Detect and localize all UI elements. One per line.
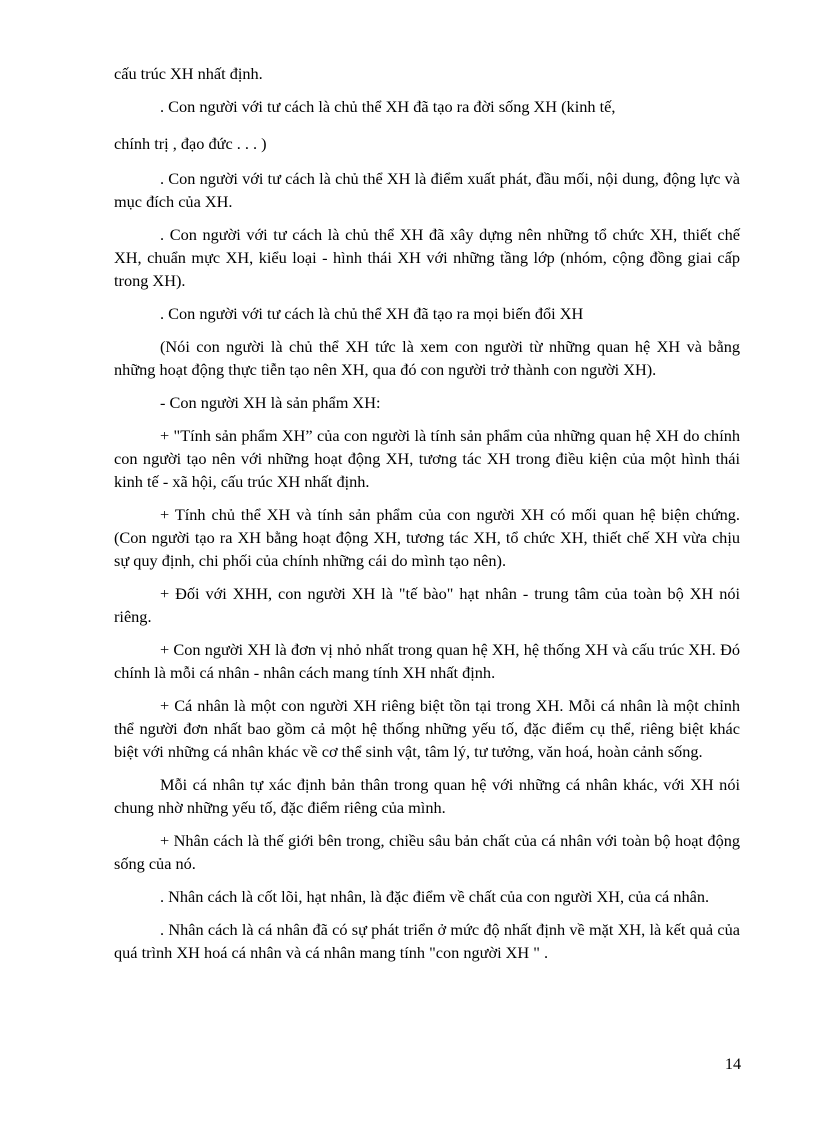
paragraph: - Con người XH là sản phẩm XH: [160, 393, 381, 412]
paragraph: Mỗi cá nhân tự xác định bản thân trong quan hệ với những cá nhân khác, với XH nói chung nhờ những yếu tố, đặc điểm riêng của mình. [114, 775, 740, 817]
paragraph: . Con người với tư cách là chủ thể XH đã tạo ra đời sống XH (kinh tế, [160, 97, 616, 116]
paragraph: + Tính chủ thể XH và tính sản phẩm của con người XH có mối quan hệ biện chứng. (Con người tạo ra XH bằng hoạt động XH, tương tác XH, tổ chức XH, thiết chế XH vừa chịu sự quy định, chi phối của chính những cái do mình tạo nên). [114, 505, 740, 570]
page-number: 14 [724, 1054, 742, 1073]
paragraph: . Con người với tư cách là chủ thể XH đã xây dựng nên những tổ chức XH, thiết chế XH, chuẩn mực XH, kiểu loại - hình thái XH với những tầng lớp (nhóm, cộng đồng giai cấp trong XH). [114, 225, 740, 290]
paragraph: + Nhân cách là thế giới bên trong, chiều sâu bản chất của cá nhân với toàn bộ hoạt động sống của nó. [114, 831, 740, 873]
page-body [114, 62, 740, 974]
paragraph: . Nhân cách là cá nhân đã có sự phát triển ở mức độ nhất định về mặt XH, là kết quả của quá trình XH hoá cá nhân và cá nhân mang tính "con người XH " . [114, 920, 740, 962]
paragraph: . Con người với tư cách là chủ thể XH là điểm xuất phát, đầu mối, nội dung, động lực và mục đích của XH. [114, 169, 740, 211]
paragraph: + Cá nhân là một con người XH riêng biệt tồn tại trong XH. Mỗi cá nhân là một chỉnh thể người đơn nhất bao gồm cả một hệ thống những yếu tố, đặc điểm cụ thể, riêng biệt khác biệt với những cá nhân khác về cơ thể sinh vật, tâm lý, tư tưởng, văn hoá, hoàn cảnh sống. [114, 696, 740, 761]
paragraph: chính trị , đạo đức . . . ) [114, 134, 267, 153]
paragraph: + Đối với XHH, con người XH là "tế bào" hạt nhân - trung tâm của toàn bộ XH nói riêng. [114, 584, 740, 626]
paragraph: . Nhân cách là cốt lõi, hạt nhân, là đặc điểm về chất của con người XH, của cá nhân. [160, 887, 710, 906]
paragraph: (Nói con người là chủ thể XH tức là xem con người từ những quan hệ XH và bằng những hoạt động thực tiễn tạo nên XH, qua đó con người trở thành con người XH). [114, 337, 740, 379]
paragraph: cấu trúc XH nhất định. [114, 64, 263, 83]
paragraph: + Con người XH là đơn vị nhỏ nhất trong quan hệ XH, hệ thống XH và cấu trúc XH. Đó chính là mỗi cá nhân - nhân cách mang tính XH nhất định. [114, 640, 740, 682]
paragraph: + "Tính sản phẩm XH” của con người là tính sản phẩm của những quan hệ XH do chính con người tạo nên với những hoạt động XH, tương tác XH trong điều kiện của một hình thái kinh tế - xã hội, cấu trúc XH nhất định. [114, 426, 740, 491]
paragraph: . Con người với tư cách là chủ thể XH đã tạo ra mọi biến đổi XH [160, 304, 584, 323]
